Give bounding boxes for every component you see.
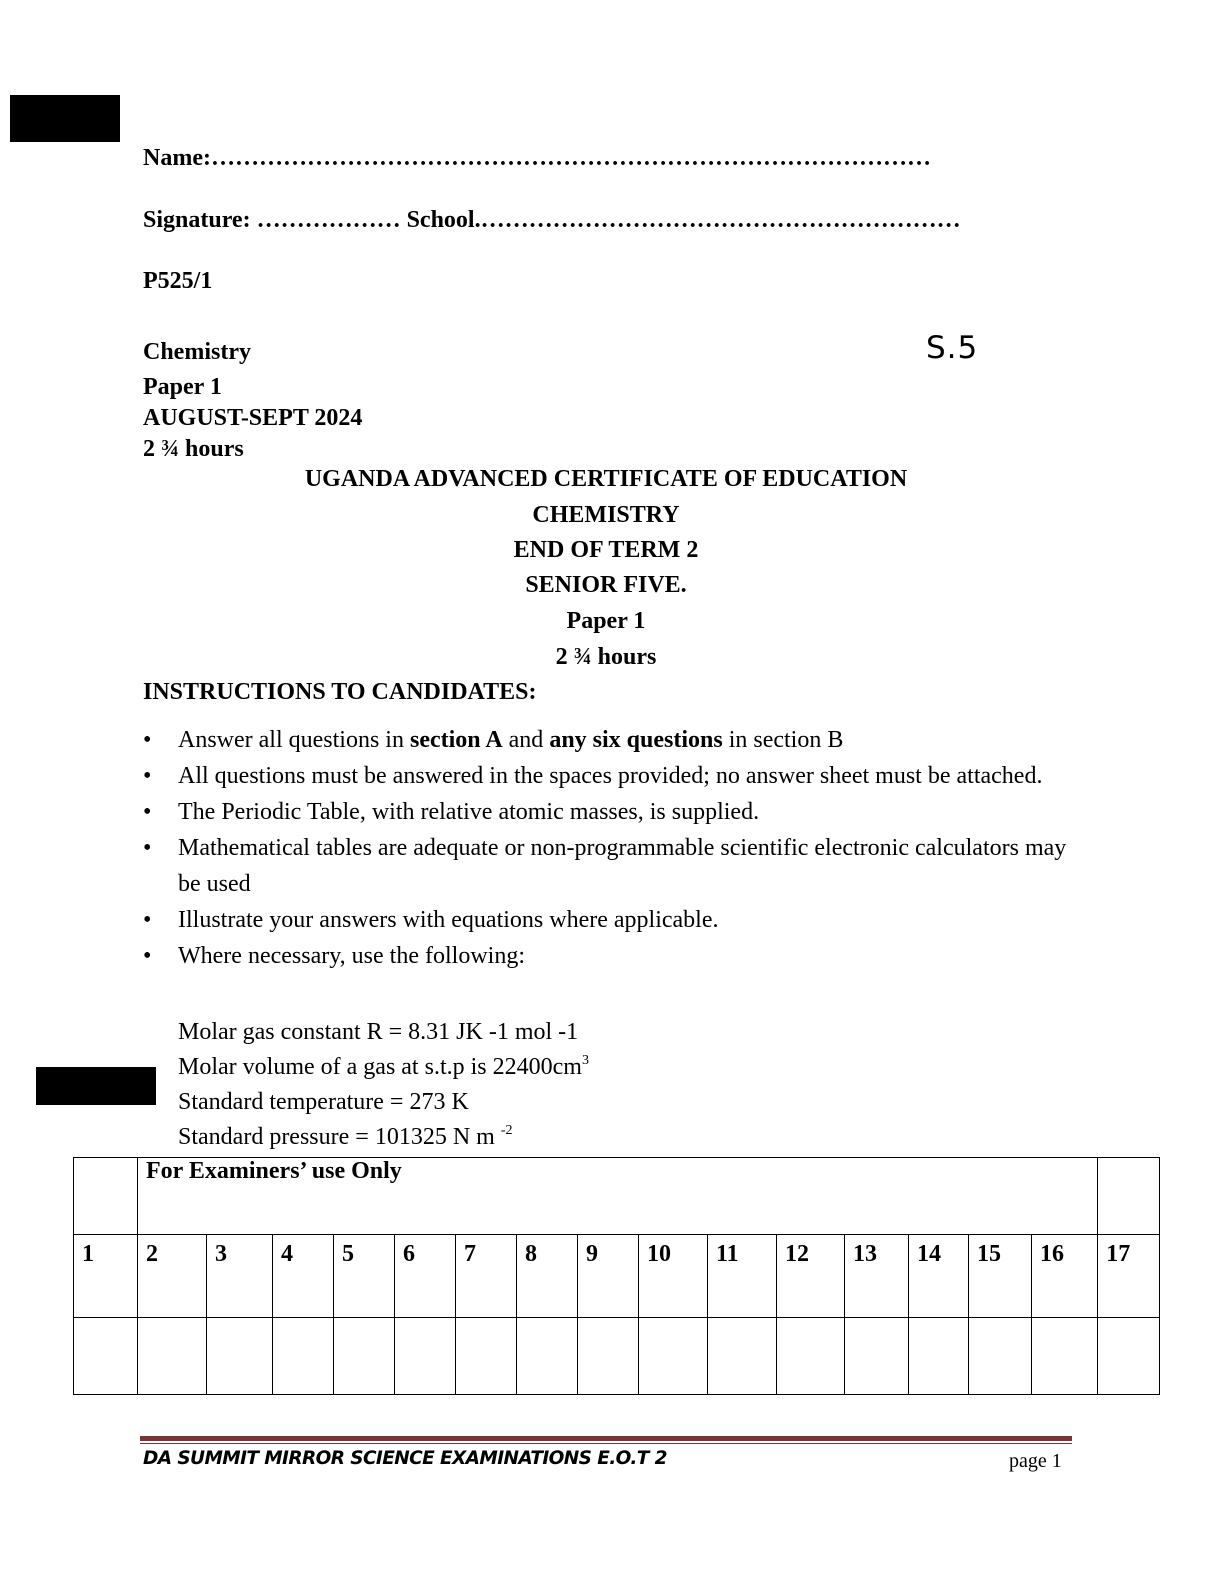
score-cell[interactable]: [334, 1318, 395, 1395]
question-number-cell: 2: [138, 1235, 207, 1318]
title-line-6: 2 ¾ hours: [555, 644, 657, 670]
question-number-cell: 16: [1032, 1235, 1098, 1318]
footer-exam-title: DA SUMMIT MIRROR SCIENCE EXAMINATIONS E.O.T 2: [143, 1448, 667, 1469]
question-number-cell: 3: [207, 1235, 273, 1318]
question-number-cell: 5: [334, 1235, 395, 1318]
title-line-1: UGANDA ADVANCED CERTIFICATE OF EDUCATION: [304, 466, 908, 492]
question-number-cell: 1: [74, 1235, 138, 1318]
bullet-icon: •: [143, 763, 152, 789]
question-number-cell: 11: [708, 1235, 777, 1318]
instruction-item: • Mathematical tables are adequate or non-programmable scientific electronic calculators may be used: [143, 830, 1083, 902]
signature-label: Signature: ………………: [143, 207, 407, 233]
score-cell[interactable]: [639, 1318, 708, 1395]
question-number-cell: 6: [395, 1235, 456, 1318]
standard-temperature: Standard temperature = 273 K: [178, 1089, 469, 1115]
class-mark: S.5: [926, 330, 979, 366]
score-cell[interactable]: [969, 1318, 1032, 1395]
question-number-cell: 15: [969, 1235, 1032, 1318]
footer-rule-thin: [140, 1443, 1072, 1444]
session: AUGUST-SEPT 2024: [143, 405, 363, 431]
question-number-cell: 9: [578, 1235, 639, 1318]
redaction-block-middle: [36, 1067, 156, 1105]
paper-code: P525/1: [143, 268, 213, 294]
footer-rule-thick: [140, 1436, 1072, 1441]
instruction-item: • Answer all questions in section A and any six questions in section B: [143, 722, 1083, 758]
question-number-cell: 8: [517, 1235, 578, 1318]
examiners-title: For Examiners’ use Only: [138, 1158, 1098, 1235]
score-cell[interactable]: [845, 1318, 909, 1395]
score-cell[interactable]: [456, 1318, 517, 1395]
score-cell[interactable]: [517, 1318, 578, 1395]
question-number-cell: 4: [273, 1235, 334, 1318]
subject: Chemistry: [143, 339, 251, 365]
score-cell[interactable]: [708, 1318, 777, 1395]
table-header-left-cell: [74, 1158, 138, 1235]
score-cell[interactable]: [273, 1318, 334, 1395]
page-number: page 1: [1009, 1450, 1062, 1472]
bullet-icon: •: [143, 943, 152, 969]
title-line-5: Paper 1: [566, 608, 646, 634]
instruction-item: • Illustrate your answers with equations where applicable.: [143, 902, 1083, 938]
question-number-cell: 14: [909, 1235, 969, 1318]
school-label: School.……………………………………………………: [406, 207, 961, 233]
bullet-icon: •: [143, 835, 152, 861]
title-line-2: CHEMISTRY: [532, 502, 680, 528]
title-line-3: END OF TERM 2: [513, 537, 699, 563]
score-cell[interactable]: [74, 1318, 138, 1395]
duration: 2 ¾ hours: [143, 436, 244, 462]
standard-pressure: Standard pressure = 101325 N m $^{-2}$: [178, 1123, 513, 1150]
bullet-icon: •: [143, 799, 152, 825]
constants-block: [178, 1015, 589, 1155]
instructions-list: [143, 722, 1083, 974]
score-cell[interactable]: [1032, 1318, 1098, 1395]
molar-volume: Molar volume of a gas at s.t.p is $22400cm^3$: [178, 1053, 589, 1080]
instructions-heading: INSTRUCTIONS TO CANDIDATES:: [143, 679, 537, 705]
question-number-cell: 10: [639, 1235, 708, 1318]
instruction-item: • Where necessary, use the following:: [143, 938, 1083, 974]
redaction-block-top: [10, 95, 120, 142]
score-cell[interactable]: [395, 1318, 456, 1395]
title-line-4: SENIOR FIVE.: [525, 572, 687, 598]
question-number-cell: 7: [456, 1235, 517, 1318]
score-cell[interactable]: [207, 1318, 273, 1395]
question-number-cell: 17: [1098, 1235, 1160, 1318]
question-number-cell: 13: [845, 1235, 909, 1318]
question-number-cell: 12: [777, 1235, 845, 1318]
score-cell[interactable]: [578, 1318, 639, 1395]
paper-label: Paper 1: [143, 374, 222, 400]
score-cell[interactable]: [1098, 1318, 1160, 1395]
score-cell[interactable]: [777, 1318, 845, 1395]
bullet-icon: •: [143, 907, 152, 933]
signature-school-line: [143, 207, 961, 234]
instruction-item: • All questions must be answered in the spaces provided; no answer sheet must be attached.: [143, 758, 1083, 794]
score-cell[interactable]: [138, 1318, 207, 1395]
gas-constant: Molar gas constant R = 8.31 JK -1 mol -1: [178, 1019, 579, 1045]
table-header-right-cell: [1098, 1158, 1160, 1235]
score-cell[interactable]: [909, 1318, 969, 1395]
instruction-item: • The Periodic Table, with relative atomic masses, is supplied.: [143, 794, 1083, 830]
name-line: Name:………………………………………………………………………………: [143, 145, 931, 171]
examiners-table: [73, 1157, 1160, 1395]
bullet-icon: •: [143, 727, 152, 753]
